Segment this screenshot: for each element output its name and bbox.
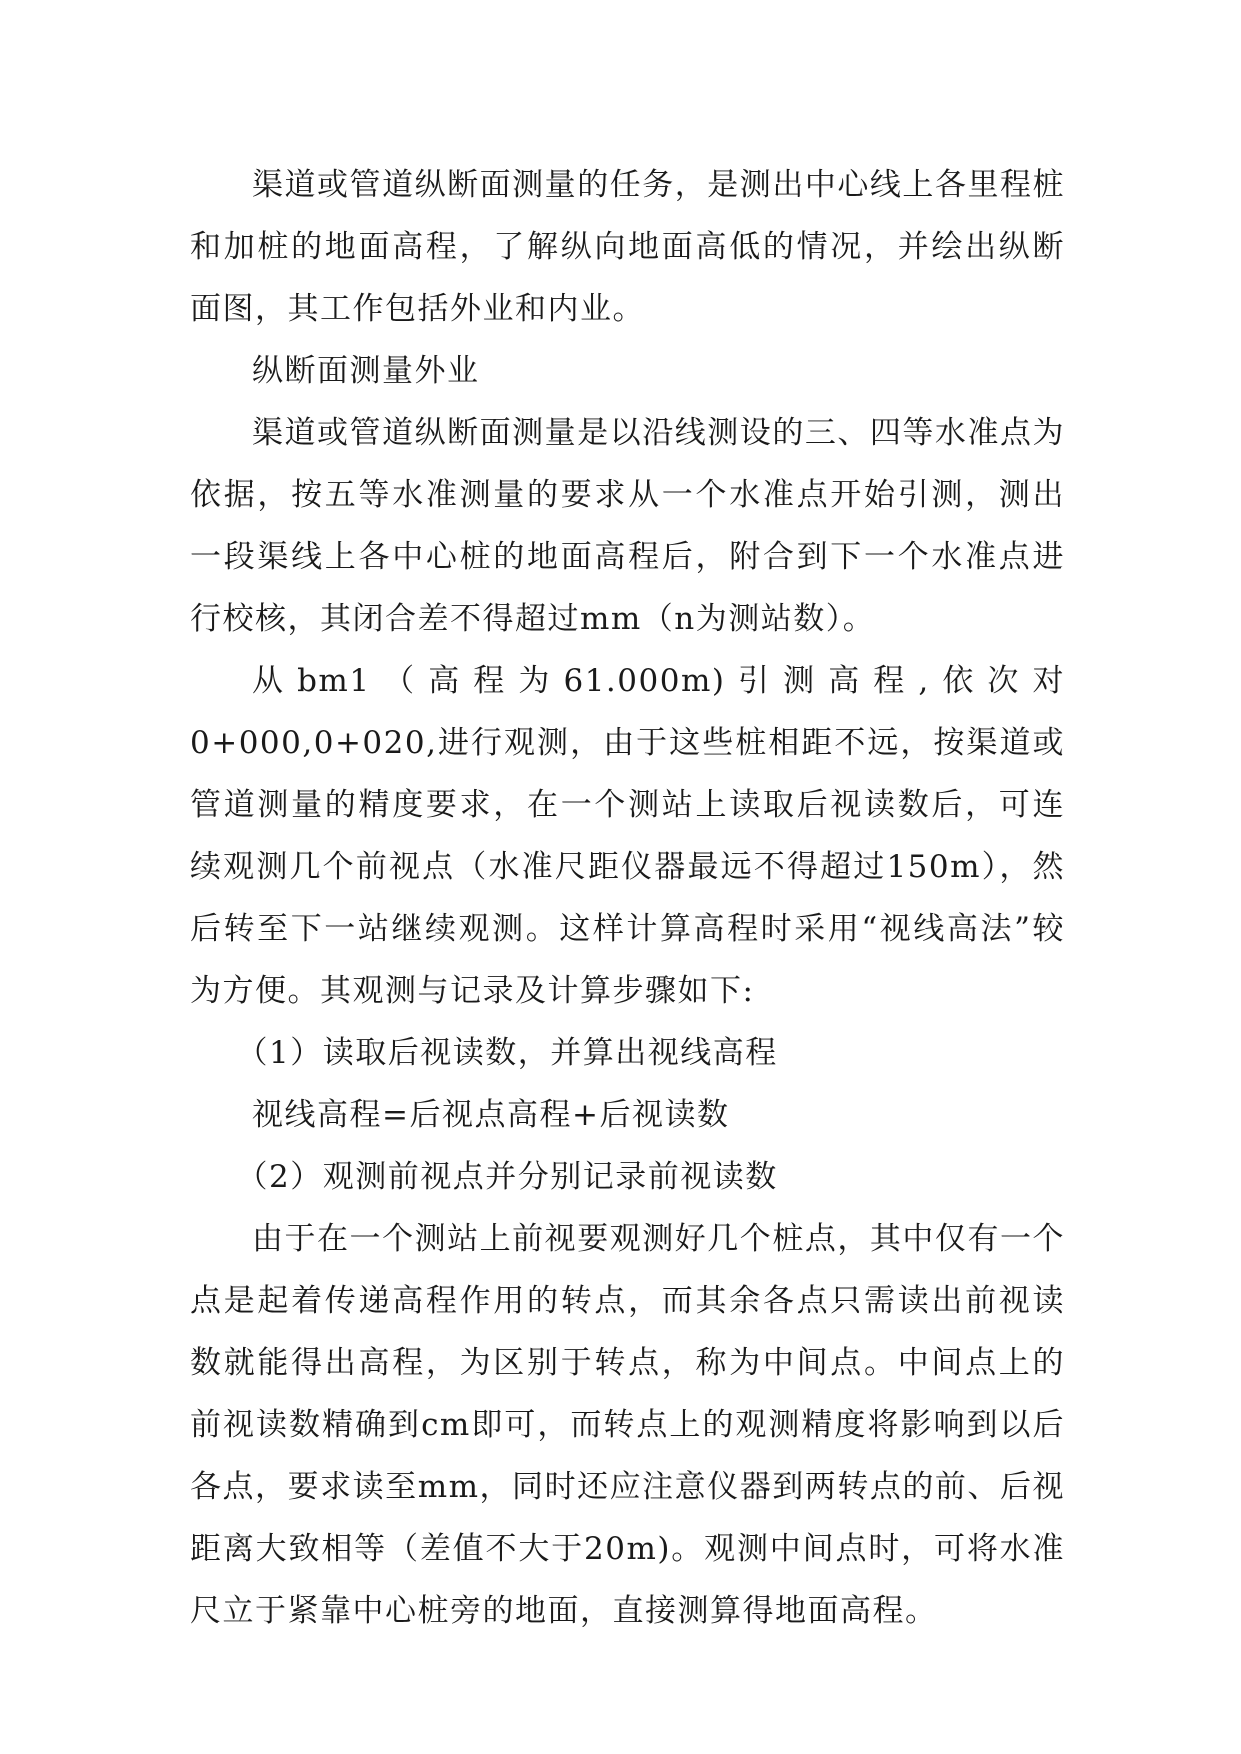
paragraph-intermediate-points: 由于在一个测站上前视要观测好几个桩点，其中仅有一个点是起着传递高程作用的转点，而其余各点只需读出前视读数就能得出高程，为区别于转点，称为中间点。中间点上的前视读数精确到cm即可，而转点上的观测精度将影响到以后各点，要求读至mm，同时还应注意仪器到两转点的前、后视距离大致相等（差值不大于20m)。观测中间点时，可将水准尺立于紧靠中心桩旁的地面，直接测算得地面高程。 — [190, 1221, 1065, 1629]
paragraph-observation-procedure: 从bm1（高程为61.000m)引测高程,依次对0+000,0+020,进行观测，由于这些桩相距不远，按渠道或管道测量的精度要求，在一个测站上读取后视读数后，可连续观测几个前视点（水准尺距仪器最远不得超过150m），然后转至下一站继续观测。这样计算高程时采用“视线高法”较为方便。其观测与记录及计算步骤如下: — [190, 663, 1065, 1009]
paragraph-field-method: 渠道或管道纵断面测量是以沿线测设的三、四等水准点为依据，按五等水准测量的要求从一个水准点开始引测，测出一段渠线上各中心桩的地面高程后，附合到下一个水准点进行校核，其闭合差不得超过mm（n为测站数）。 — [190, 415, 1065, 637]
step-1-heading: （1）读取后视读数，并算出视线高程 — [236, 1035, 778, 1071]
section-heading-field-work: 纵断面测量外业 — [252, 353, 480, 389]
document-body — [190, 154, 1065, 1642]
paragraph-task-intro: 渠道或管道纵断面测量的任务，是测出中心线上各里程桩和加桩的地面高程，了解纵向地面高低的情况，并绘出纵断面图，其工作包括外业和内业。 — [190, 167, 1065, 327]
formula-line-of-sight-elevation: 视线高程=后视点高程+后视读数 — [252, 1097, 730, 1133]
step-2-heading: （2）观测前视点并分别记录前视读数 — [236, 1159, 778, 1195]
